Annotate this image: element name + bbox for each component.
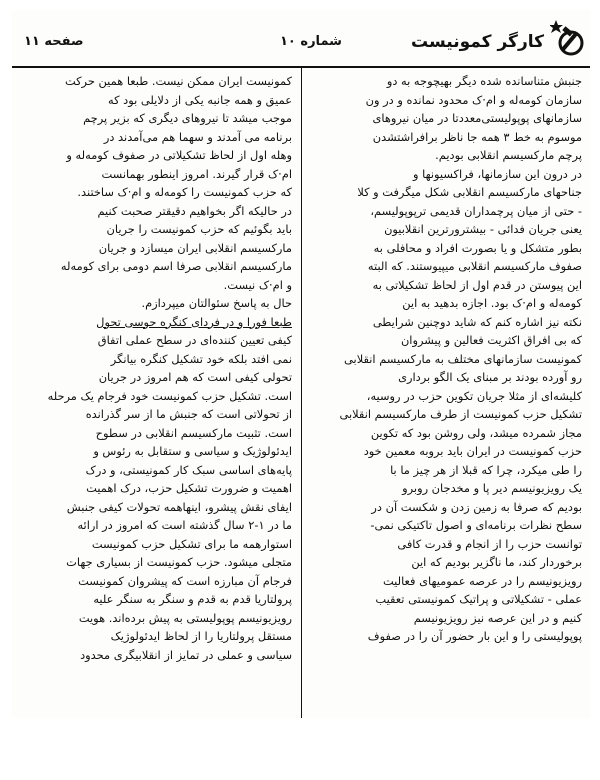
text-line: ایفای نقش پیشرو، اینهاهمه تحولات کیفی جنبش xyxy=(66,499,292,514)
page-number: صفحه ۱۱ xyxy=(24,34,84,49)
text-line: است. تثبیت مارکسیسم انقلابی در سطوح xyxy=(95,425,292,440)
text-line: رویزیونیسم پوپولیستی به پیش برده‌اند. هویت xyxy=(78,610,292,625)
text-line: کمونیست ایران ممکن نیست. طبعا همین حرکت xyxy=(64,74,292,88)
text-line: مارکسیسم انقلابی صرفا اسم دومی برای کومه‌له xyxy=(60,259,292,273)
text-line: - حتی از میان پرچمداران قدیمی ترپوپولیسم، xyxy=(370,203,582,218)
text-line: است. تشکیل حزب کمونیست خود فرجام یک مرحله xyxy=(47,388,292,403)
text-line: موسوم به خط ۳ همه جا ناظر برافراشتشدن xyxy=(372,129,582,144)
article-column-left xyxy=(20,72,292,718)
text-line: بودیم که صرفا به زمین زدن و شکست آن در xyxy=(371,499,582,514)
text-line: ام·ک قرار گیرند. امروز اینطور بهمانست xyxy=(101,166,292,181)
text-line: کومه‌له و ام·ک بود. اجازه بدهید به این xyxy=(402,296,582,310)
text-line: وهله اول از لحاظ تشکیلاتی در صفوف کومه‌له و xyxy=(66,148,292,162)
article-column-right xyxy=(310,72,582,718)
text-line: عمیق و همه جانبه یکی از دلایلی بود که xyxy=(108,92,292,107)
text-line: حزب کمونیست در ایران باید بروبه معمین خود xyxy=(363,444,582,458)
text-line: کمونیست سازمانهای مختلف به مارکسیسم انقلابی xyxy=(344,351,582,366)
text-line: ما در ۱-۲ سال گذشته است که امروز در ارائه xyxy=(77,518,292,532)
text-line: برنامه می آمدند و سهما هم می‌آمدند در xyxy=(103,129,292,144)
text-line: پوپولیستی را و این بار حضور آن را در صفوف xyxy=(367,629,582,643)
text-line: توانست حزب را از انجام و قدرت کافی xyxy=(397,536,582,551)
text-line: پایه‌های اساسی سبک کار کمونیستی، و درک xyxy=(85,462,292,477)
text-line: تحولی کیفی است که هم امروز در جریان xyxy=(98,370,292,384)
text-line: جنبش متناسانده شده دیگر بهیچوجه به دو xyxy=(386,74,582,88)
text-line: حال به پاسخ سئوالتان میپردازم. xyxy=(141,296,292,310)
text-line: که حزب کمونیست را کومه‌له و ام·ک ساختند. xyxy=(77,185,292,199)
text-line: این پیوستن در قدم اول از لحاظ تشکیلاتی به xyxy=(372,277,582,292)
text-line: و ام·ک نیست. xyxy=(223,277,292,292)
text-line: در درون این سازمانها، فراکسیونها و xyxy=(413,166,582,181)
text-line: سازمانهای پوپولیستی‌معددتا در میان نیروهای xyxy=(372,111,582,125)
text-line: نکته نیز اشاره کنم که شاید دوچنین شرایطی xyxy=(372,314,582,329)
text-line: جناحهای مارکسیسم انقلابی شکل میگرفت و کلا xyxy=(357,185,582,199)
text-line: مجاز شمرده میشد، ولی روشن بود که تکوین xyxy=(370,425,582,440)
text-line: سیاسی و عملی در تمایز از انقلابیگری محدود xyxy=(80,647,292,662)
text-line: اهمیت و ضرورت تشکیل حزب، درک اهمیت xyxy=(86,481,292,495)
text-line: پرولتاریا قدم به قدم و سنگر به سنگر علیه xyxy=(93,592,292,606)
text-line: عملی - تشکیلاتی و پراتیک کمونیستی تعقیب xyxy=(375,592,582,606)
text-line: صفوف مارکسیسم انقلابی میپیوستند. که البته xyxy=(367,259,582,273)
text-line: برخوردار کند، ما ناگزیر بودیم که این xyxy=(411,555,582,569)
text-line: مستقل پرولتاریا را از لحاظ ایدئولوژیک xyxy=(110,629,292,643)
text-line: یعنی جریان فدائی - بیشترورترین انقلابیون xyxy=(384,222,582,236)
text-line: متجلی میشود. حزب کمونیست از بسیاری جهات xyxy=(66,555,292,569)
text-line: که بی افراق اکثریت فعالین و پیشروان xyxy=(400,333,582,347)
text-line: رویزیونیسم را در عرصه عمومیهای فعالیت xyxy=(382,573,582,588)
text-line: باید بگوئیم که حزب کمونیست را جریان xyxy=(106,222,292,236)
issue-number: شماره ۱۰ xyxy=(280,34,342,49)
text-line: نمی افتد بلکه خود تشکیل کنگره بیانگر xyxy=(110,351,292,366)
hammer-sickle-star-icon xyxy=(550,18,586,58)
text-line: یک رویزیونیسم دیر پا و مخدجان روبرو xyxy=(402,481,582,495)
text-line: تشکیل حزب کمونیست از طرف مارکسیسم انقلابی xyxy=(339,407,582,421)
text-line: بطور متشکل و یا بصورت افراد و محافلی به xyxy=(373,240,582,255)
newspaper-page xyxy=(12,10,590,718)
text-line: کنیم و در این عرصه نیز رویزیونیسم xyxy=(413,610,582,625)
text-line: از تحولاتی است که جنبش ما از سر گذرانده xyxy=(85,407,292,421)
text-line: سطح نظرات برنامه‌ای و اصول تاکتیکی نمی- xyxy=(370,518,582,532)
text-line: کلیشه‌ای از مثلا جریان تکوین حزب در روسیه، xyxy=(366,388,582,403)
text-line: را طی میکرد، چرا که قبلا از هر چیز ما با xyxy=(390,462,582,477)
text-line: موجب میشد تا نیروهای دیگری که بزیر پرچم xyxy=(83,111,292,125)
text-line: رو آورده بودند بر مبنای یک الگو برداری xyxy=(398,370,582,384)
text-line: طبعا فورا و در فردای کنگره حوسی تحول xyxy=(96,314,292,329)
text-line: فرجام آن مبارزه است که پیشروان کمونیست xyxy=(78,573,292,588)
text-line: مارکسیسم انقلابی ایران میسازد و جریان xyxy=(98,240,292,255)
text-line: استوارهمه ما برای تشکیل حزب کمونیست xyxy=(91,536,292,551)
column-divider xyxy=(301,68,302,718)
text-line: سازمان کومه‌له و ام·ک محدود نمانده و در ون xyxy=(365,92,582,107)
page-header xyxy=(12,10,590,66)
masthead-title: کارگر کمونیست xyxy=(411,32,544,52)
text-line: در حالیکه اگر بخواهیم دقیقتر صحبت کنیم xyxy=(97,203,292,218)
text-line: ایدئولوژیک و سیاسی و ستقابل به رئوس و xyxy=(93,444,292,458)
text-line: پرچم مارکسیسم انقلابی بودیم. xyxy=(435,148,582,162)
text-line: کیفی تعیین کننده‌ای در سطح عملی اتفاق xyxy=(97,333,292,347)
